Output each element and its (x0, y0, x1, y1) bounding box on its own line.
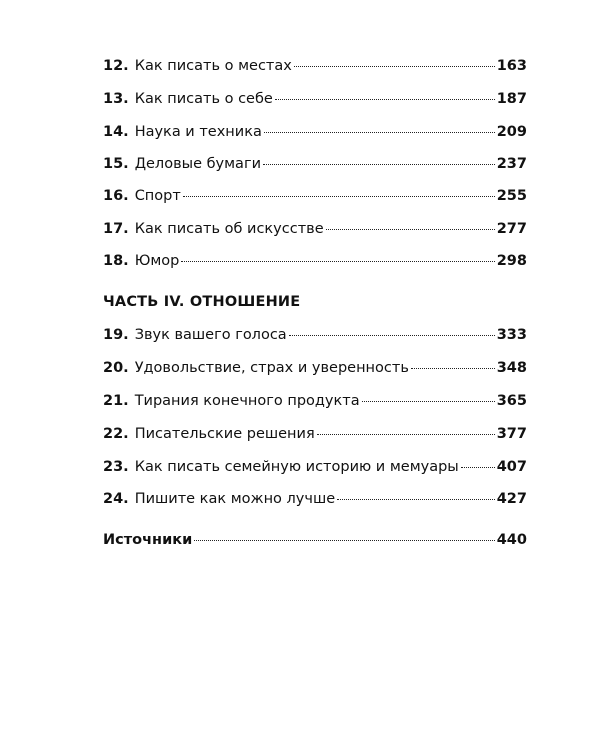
toc-dot-leader (289, 321, 495, 336)
toc-dot-leader (275, 85, 495, 100)
toc-dot-leader (263, 150, 495, 165)
toc-entry-title: Юмор (134, 253, 180, 269)
toc-entry (103, 152, 527, 176)
toc-entry-title: Спорт (134, 188, 181, 204)
toc-dot-leader (181, 247, 494, 262)
toc-entry-sources (103, 528, 527, 552)
toc-entry (103, 356, 527, 380)
toc-entry-page: 377 (496, 426, 527, 442)
toc-entry-number: 24. (103, 491, 129, 507)
toc-dot-leader (264, 118, 495, 133)
toc-entry-title: Как писать семейную историю и мемуары (134, 459, 459, 475)
toc-entry-title: Писательские решения (134, 426, 315, 442)
toc-entry-number: 20. (103, 360, 129, 376)
toc-entry-page: 277 (496, 221, 527, 237)
toc-entry (103, 87, 527, 111)
toc-dot-leader (461, 453, 495, 468)
toc-entry (103, 389, 527, 413)
toc-entry-number: 18. (103, 253, 129, 269)
toc-entry-page: 209 (496, 124, 527, 140)
toc-entry-number: 16. (103, 188, 129, 204)
toc-dot-leader (362, 387, 495, 402)
toc-entry-page: 427 (496, 491, 527, 507)
toc-entry-title: Деловые бумаги (134, 156, 261, 172)
toc-entry-number: 13. (103, 91, 129, 107)
toc-entry-page: 237 (496, 156, 527, 172)
toc-entry (103, 217, 527, 241)
toc-entry-title: Как писать об искусстве (134, 221, 324, 237)
toc-entry-number: 17. (103, 221, 129, 237)
toc-entry (103, 120, 527, 144)
toc-entry-page: 333 (496, 327, 527, 343)
toc-entry-title: Удовольствие, страх и уверенность (134, 360, 409, 376)
toc-entry-title: Источники (103, 532, 193, 548)
toc-entry (103, 323, 527, 347)
toc-entry-number: 14. (103, 124, 129, 140)
toc-entry-number: 15. (103, 156, 129, 172)
toc-entry (103, 422, 527, 446)
toc-entry-number: 23. (103, 459, 129, 475)
toc-dot-leader (317, 420, 495, 435)
toc-dot-leader (194, 526, 494, 541)
toc-dot-leader (326, 215, 495, 230)
toc-entry (103, 455, 527, 479)
toc-entry-page: 440 (496, 532, 527, 548)
toc-dot-leader (183, 182, 495, 197)
toc-entry-page: 407 (496, 459, 527, 475)
toc-entry-title: Звук вашего голоса (134, 327, 287, 343)
toc-entry-title: Наука и техника (134, 124, 262, 140)
toc-entry-title: Пишите как можно лучше (134, 491, 336, 507)
toc-entry-title: Как писать о себе (134, 91, 273, 107)
toc-dot-leader (337, 485, 495, 500)
toc-entry (103, 487, 527, 511)
toc-entry-page: 255 (496, 188, 527, 204)
toc-entry-number: 22. (103, 426, 129, 442)
toc-dot-leader (294, 52, 495, 67)
toc-entry (103, 54, 527, 78)
toc-entry-number: 21. (103, 393, 129, 409)
toc-entry-title: Тирания конечного продукта (134, 393, 360, 409)
toc-entry-page: 163 (496, 58, 527, 74)
toc-entry-number: 12. (103, 58, 129, 74)
toc-entry-page: 187 (496, 91, 527, 107)
toc-entry-page: 348 (496, 360, 527, 376)
toc-entry (103, 184, 527, 208)
toc-entry-page: 365 (496, 393, 527, 409)
part-heading: ЧАСТЬ IV. ОТНОШЕНИЕ (103, 294, 301, 310)
toc-entry-number: 19. (103, 327, 129, 343)
toc-entry-page: 298 (496, 253, 527, 269)
toc-entry-title: Как писать о местах (134, 58, 292, 74)
toc-entry (103, 249, 527, 273)
toc-dot-leader (411, 354, 495, 369)
